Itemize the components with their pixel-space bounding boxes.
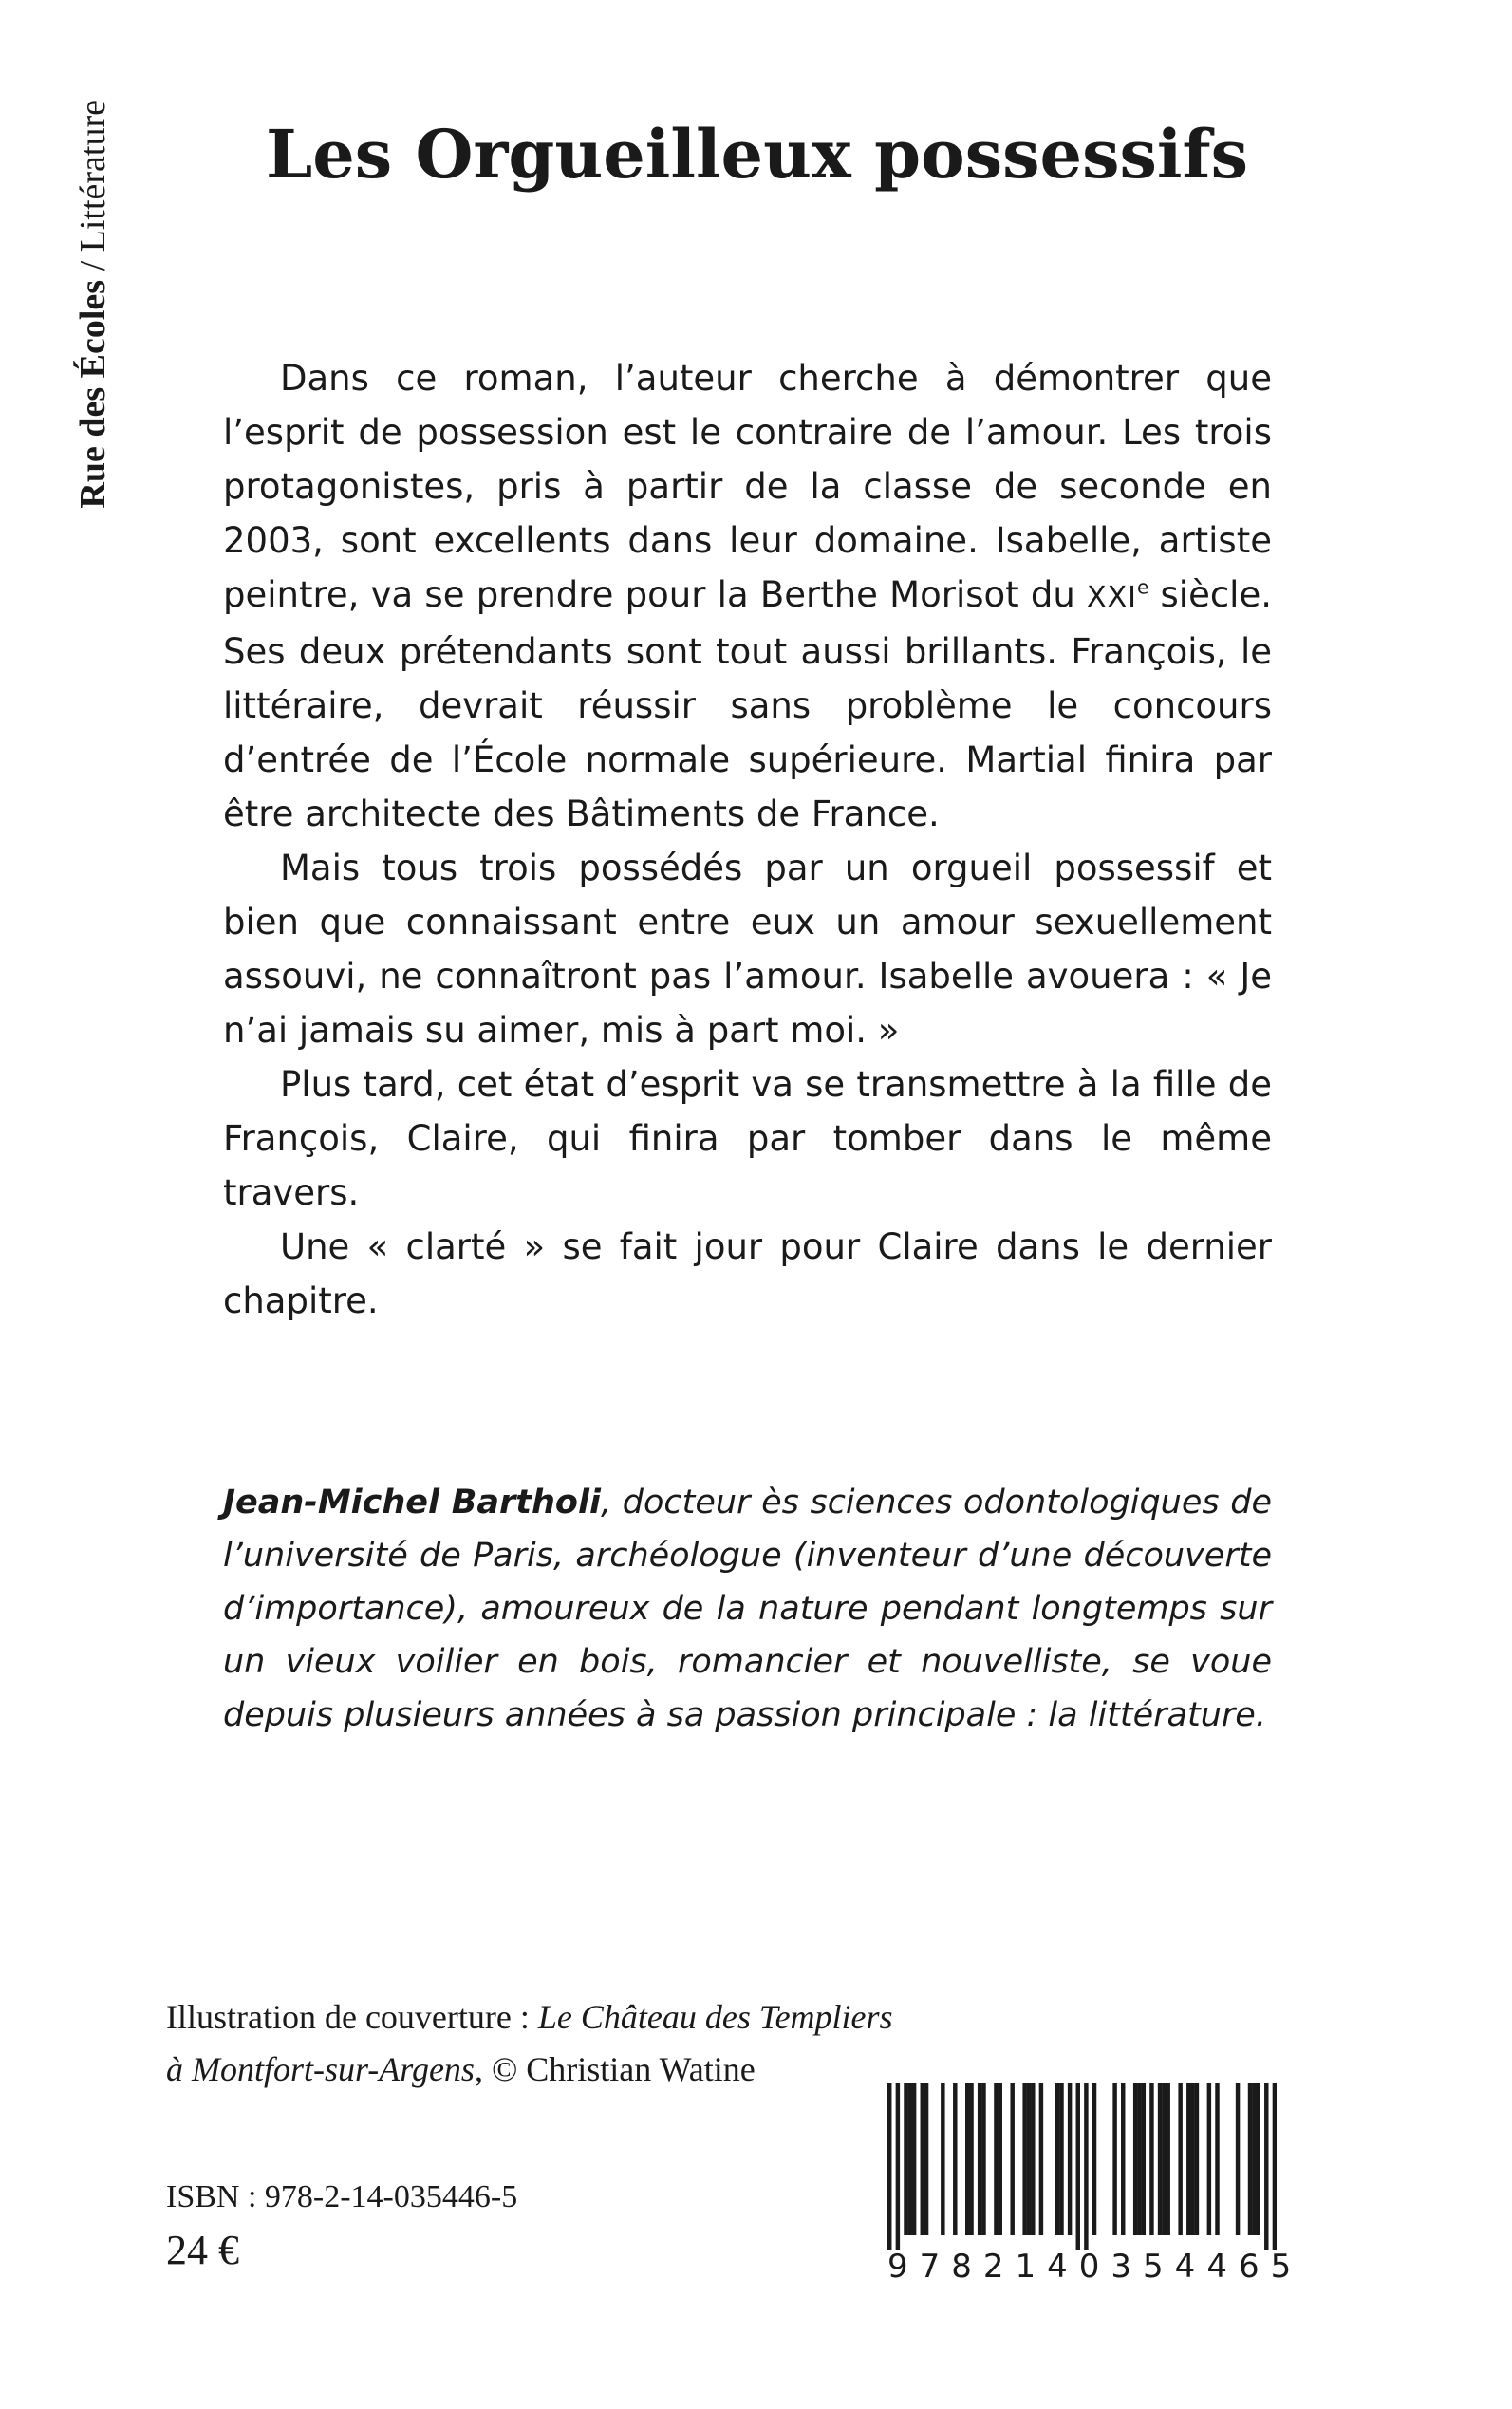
barcode-bar — [965, 2083, 969, 2235]
barcode-bar — [912, 2083, 916, 2235]
barcode-bar — [1207, 2083, 1211, 2235]
barcode-bar — [1142, 2083, 1146, 2235]
cover-credits — [166, 1991, 925, 2096]
barcode-bar — [1236, 2083, 1240, 2235]
spine-separator: / — [73, 252, 113, 280]
barcode-bar — [1031, 2083, 1035, 2235]
collection-name: Rue des Écoles — [73, 279, 113, 509]
spine-text — [65, 100, 121, 669]
barcode-guard-bar — [1264, 2083, 1268, 2250]
barcode-bar — [981, 2083, 985, 2235]
price: 24 € — [166, 2227, 239, 2273]
barcode — [887, 2083, 1303, 2292]
barcode-bar — [1068, 2083, 1072, 2235]
barcode-bar — [953, 2083, 957, 2235]
summary-paragraph-2: Mais tous trois possédés par un orgueil possessif et bien que connaissant entre eux un amour sexuellement assouvi, ne connaîtront pas l’amour. Isabelle avouera : « Je n’ai jamais su aimer, mis à part moi. » — [223, 848, 1272, 1051]
barcode-bar — [924, 2083, 928, 2235]
barcode-bar — [1186, 2083, 1190, 2235]
barcode-bar — [1055, 2083, 1059, 2235]
summary-paragraph-1: Dans ce roman, l’auteur cherche à démontrer que l’esprit de possession est le contraire de l’amour. Les trois protagonistes, pris à partir de la classe de seconde en 2003, sont excellents dans leur domaine. Isabelle, artiste peintre, va se prendre pour la Berthe Morisot du XXIe siècle. Ses deux prétendants sont tout aussi brillants. François, le littéraire, devrait réussir sans problème le concours d’entrée de l’École normale supérieure. Martial finira par être architecte des Bâtiments de France. — [223, 358, 1272, 834]
artwork-title-part-1: Le Château des Templiers — [537, 1998, 893, 2036]
barcode-bar — [941, 2083, 944, 2235]
spine-label — [65, 100, 121, 669]
barcode-guard-bar — [1273, 2083, 1277, 2250]
barcode-guard-bar — [1076, 2083, 1080, 2250]
barcode-guard-bar — [1084, 2083, 1088, 2250]
barcode-bar — [1166, 2083, 1169, 2235]
barcode-bar — [1137, 2083, 1141, 2235]
author-bio — [223, 1476, 1272, 1742]
barcode-bar — [1190, 2083, 1194, 2235]
book-summary — [223, 351, 1272, 1328]
barcode-bar — [1022, 2083, 1026, 2235]
author-bio-text: , docteur ès sciences odontologiques de l’université de Paris, archéologue (inventeur d’une découverte d’importance), amoureux de la nature pendant longtemps sur un vieux voilier en bois, romancier et nouvelliste, se voue depuis plusieurs années à sa passion principale : la littérature. — [223, 1484, 1272, 1734]
summary-paragraph-3: Plus tard, cet état d’esprit va se transmettre à la fille de François, Claire, qui finira par tomber dans le même travers. — [223, 1064, 1272, 1213]
barcode-bar — [1248, 2083, 1252, 2235]
barcode-bar — [908, 2083, 912, 2235]
barcode-bar — [1010, 2083, 1014, 2235]
barcode-bar — [921, 2083, 924, 2235]
book-title: Les Orgueilleux possessifs — [266, 115, 1248, 194]
barcode-bar — [1215, 2083, 1219, 2235]
barcode-bar — [1158, 2083, 1162, 2235]
barcode-bar — [1195, 2083, 1199, 2235]
barcode-bar — [1162, 2083, 1166, 2235]
barcode-bar — [1178, 2083, 1182, 2235]
collection-category: Littérature — [73, 100, 113, 252]
barcode-bar — [1027, 2083, 1031, 2235]
barcode-bar — [994, 2083, 998, 2235]
isbn: ISBN : 978-2-14-035446-5 — [166, 2179, 518, 2214]
credits-line-1 — [166, 1991, 925, 2044]
century-numeral: XXI — [1087, 581, 1137, 614]
summary-paragraph-4: Une « clarté » se fait jour pour Claire dans le dernier chapitre. — [223, 1226, 1272, 1321]
barcode-bar — [1252, 2083, 1256, 2235]
barcode-bars — [887, 2083, 1277, 2250]
barcode-guard-bar — [887, 2083, 891, 2250]
barcode-bar — [1092, 2083, 1096, 2235]
barcode-bar — [1256, 2083, 1260, 2235]
credits-copyright: , © Christian Watine — [474, 2050, 756, 2088]
barcode-bar — [1039, 2083, 1043, 2235]
barcode-bar — [1133, 2083, 1137, 2235]
credits-line-2 — [166, 2044, 925, 2096]
barcode-bar — [978, 2083, 981, 2235]
author-name: Jean-Michel Bartholi — [223, 1484, 601, 1522]
barcode-bar — [999, 2083, 1002, 2235]
barcode-bar — [1121, 2083, 1125, 2235]
credits-label: Illustration de couverture : — [166, 1998, 538, 2036]
barcode-bar — [1059, 2083, 1063, 2235]
barcode-bar — [904, 2083, 907, 2235]
century-suffix: e — [1136, 575, 1149, 599]
barcode-bar — [969, 2083, 973, 2235]
barcode-bar — [1112, 2083, 1116, 2235]
barcode-bar — [1149, 2083, 1153, 2235]
barcode-number: 9782140354465 — [887, 2248, 1303, 2286]
artwork-title-part-2: à Montfort-sur-Argens — [166, 2050, 475, 2088]
barcode-guard-bar — [896, 2083, 900, 2250]
